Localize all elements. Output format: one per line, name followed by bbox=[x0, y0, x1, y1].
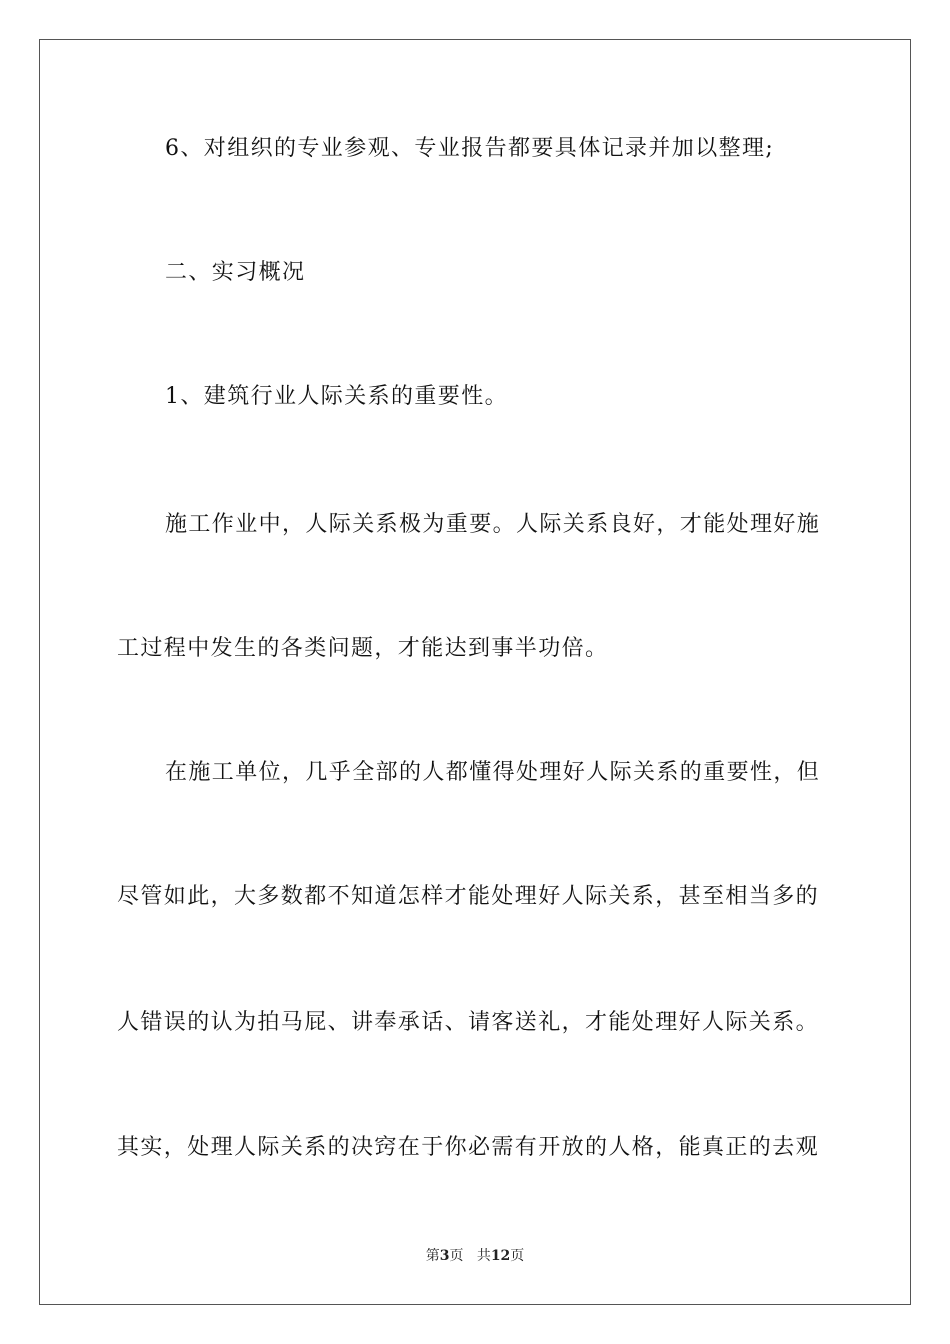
total-prefix: 共 bbox=[476, 1248, 491, 1264]
paragraph-line: 其实，处理人际关系的决窍在于你必需有开放的人格，能真正的去观 bbox=[117, 1135, 820, 1160]
page-footer bbox=[0, 1246, 950, 1266]
subsection-heading: 1、建筑行业人际关系的重要性。 bbox=[165, 384, 508, 409]
section-heading: 二、实习概况 bbox=[165, 260, 306, 285]
total-suffix: 页 bbox=[510, 1248, 525, 1264]
paragraph-line: 尽管如此，大多数都不知道怎样才能处理好人际关系，甚至相当多的 bbox=[117, 884, 820, 909]
list-item-6: 6、对组织的专业参观、专业报告都要具体记录并加以整理; bbox=[165, 136, 775, 161]
page-number: 3 bbox=[439, 1248, 450, 1264]
paragraph-line: 施工作业中，人际关系极为重要。人际关系良好，才能处理好施 bbox=[165, 512, 821, 537]
page-border bbox=[39, 39, 911, 1305]
page-prefix: 第 bbox=[425, 1248, 440, 1264]
total-pages: 12 bbox=[490, 1248, 511, 1264]
paragraph-line: 工过程中发生的各类问题，才能达到事半功倍。 bbox=[117, 636, 609, 661]
page-suffix: 页 bbox=[449, 1248, 464, 1264]
paragraph-line: 人错误的认为拍马屁、讲奉承话、请客送礼，才能处理好人际关系。 bbox=[117, 1010, 820, 1035]
paragraph-line: 在施工单位，几乎全部的人都懂得处理好人际关系的重要性，但 bbox=[165, 760, 821, 785]
